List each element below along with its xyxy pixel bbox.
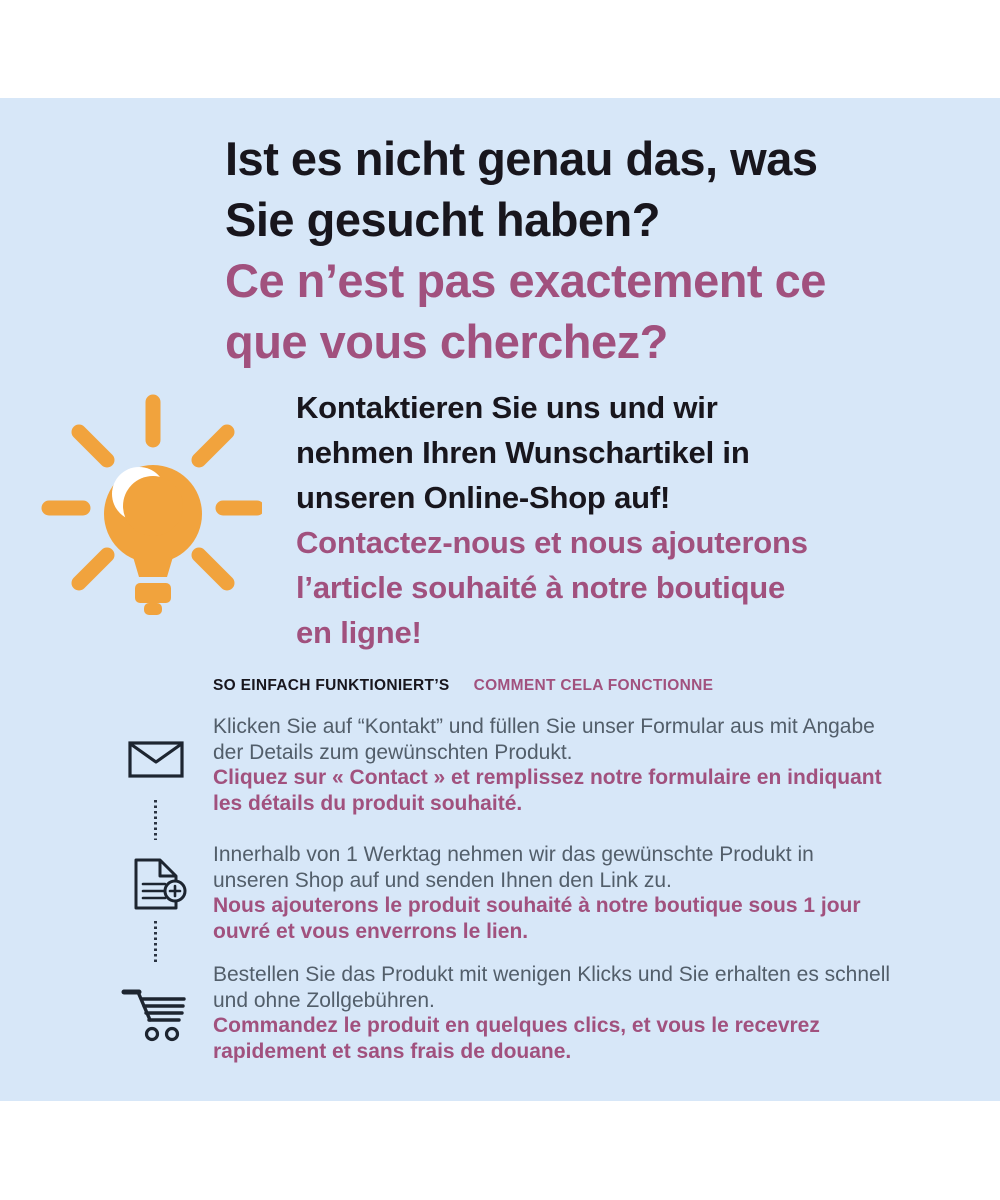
step-fr-line: Nous ajouterons le produit souhaité à notre boutique sous 1 jour xyxy=(213,894,861,917)
step-fr-line: Cliquez sur « Contact » et remplissez notre formulaire en indiquant xyxy=(213,766,882,789)
intro-text xyxy=(296,385,808,655)
intro-fr-line: l’article souhaité à notre boutique xyxy=(296,570,786,605)
how-it-works-heading xyxy=(213,677,713,695)
step-de-line: der Details zum gewünschten Produkt. xyxy=(213,740,573,764)
envelope-icon xyxy=(128,741,184,783)
info-panel xyxy=(0,98,1000,1101)
step-de-line: Klicken Sie auf “Kontakt” und füllen Sie unser Formular aus mit Angabe xyxy=(213,715,875,738)
how-heading-de: SO EINFACH FUNKTIONIERT’S xyxy=(213,677,450,694)
step-de-line: Innerhalb von 1 Werktag nehmen wir das gewünschte Produkt in xyxy=(213,843,814,866)
step-fr-line: ouvré et vous enverrons le lien. xyxy=(213,919,529,943)
step-de-line: und ohne Zollgebühren. xyxy=(213,988,435,1012)
step-fr-line: rapidement et sans frais de douane. xyxy=(213,1039,572,1063)
step-1 xyxy=(213,714,882,816)
dotted-line xyxy=(154,921,157,965)
step-3 xyxy=(213,962,890,1064)
intro-de-line: nehmen Ihren Wunschartikel in xyxy=(296,435,750,470)
step-fr-line: Commandez le produit en quelques clics, et vous le recevrez xyxy=(213,1014,820,1037)
headline-fr-line: Ce n’est pas exactement ce xyxy=(225,254,826,307)
how-heading-fr: COMMENT CELA FONCTIONNE xyxy=(473,677,714,694)
intro-fr-line: Contactez-nous et nous ajouterons xyxy=(296,525,808,560)
step-de-line: Bestellen Sie das Produkt mit wenigen Klicks und Sie erhalten es schnell xyxy=(213,963,891,986)
headline xyxy=(225,128,826,372)
step-de-line: unseren Shop auf und senden Ihnen den Link zu. xyxy=(213,868,672,892)
intro-de-line: unseren Online-Shop auf! xyxy=(296,480,671,515)
step-2 xyxy=(213,842,861,944)
shopping-cart-icon xyxy=(121,984,187,1047)
intro-fr-line: en ligne! xyxy=(296,615,422,650)
headline-de-line: Sie gesucht haben? xyxy=(225,193,660,246)
intro-de-line: Kontaktieren Sie uns und wir xyxy=(296,390,718,425)
step-fr-line: les détails du produit souhaité. xyxy=(213,791,523,815)
dotted-line xyxy=(154,800,157,840)
headline-fr-line: que vous cherchez? xyxy=(225,315,668,368)
headline-de-line: Ist es nicht genau das, was xyxy=(225,132,818,185)
lightbulb-icon xyxy=(40,392,262,628)
document-add-icon xyxy=(130,857,192,916)
